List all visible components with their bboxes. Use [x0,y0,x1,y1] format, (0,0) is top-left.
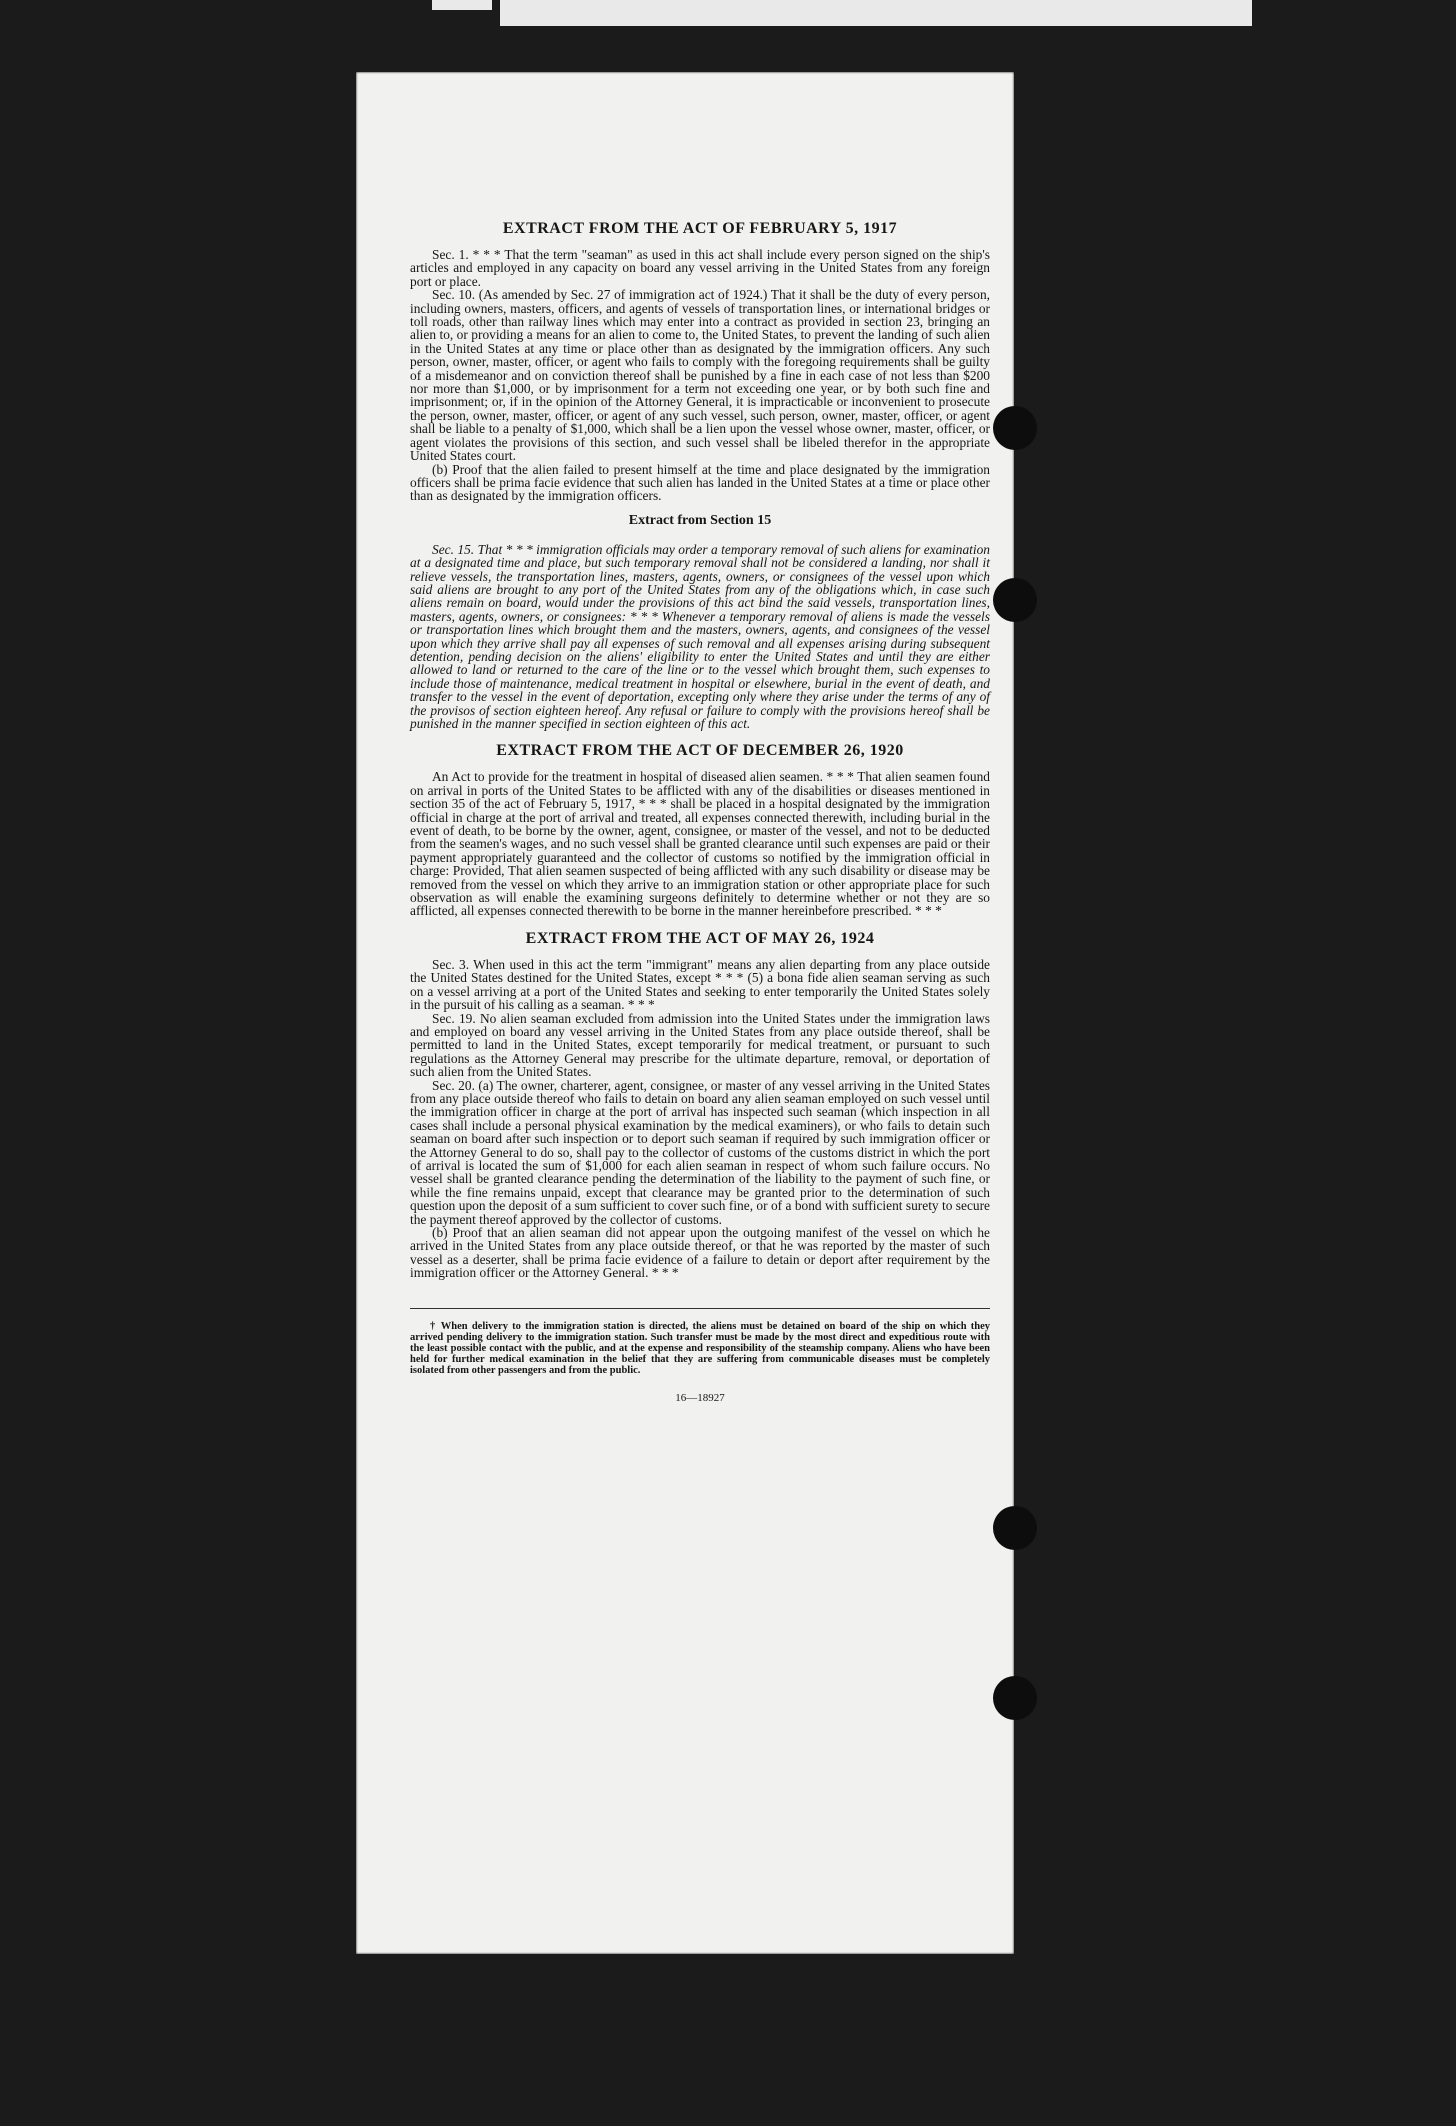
document-content [410,220,990,1404]
document-page [356,72,1014,1954]
paragraph-act-1920: An Act to provide for the treatment in hospital of diseased alien seamen. * * * That alien seamen found on arrival in ports of the United States to be afflicted with any of the disabilities or diseases mentioned in section 35 of the act of February 5, 1917, * * * shall be placed in a hospital designated by the immigration official in charge at the port of arrival and treated, all expenses connected therewith, including burial in the event of death, to be borne by the owner, agent, consignee, or master of the vessel, and not to be deducted from the seamen's wages, and no such vessel shall be granted clearance until such expenses are paid or their payment appropriately guaranteed and the collector of customs so notified by the immigration official in charge: Provided, That alien seamen suspected of being afflicted with any such disability or disease may be removed from the vessel on which they arrive to an immigration station or other appropriate place for such observation as will enable the examining surgeons definitely to determine whether or not they are so afflicted, all expenses connected therewith to be borne in the manner hereinbefore prescribed. * * * [410,769,990,919]
film-edge-right [500,0,1252,26]
punch-hole-3 [993,1506,1037,1550]
paragraph-sec-20-a: Sec. 20. (a) The owner, charterer, agent, consignee, or master of any vessel arriving in the United States from any place outside thereof who fails to detain on board any alien seaman employed on such vessel until the immigration officer in charge at the port of arrival has inspected such seaman (which inspection in all cases shall include a personal physical examination by the medical examiners), or who fails to detain such seaman on board after such inspection or to deport such seaman if required by such immigration officer or the Attorney General to do so, shall pay to the collector of customs of the customs district in which the port of arrival is located the sum of $1,000 for each alien seaman in respect of whom such failure occurs. No vessel shall be granted clearance pending the determination of the liability to the payment of such fine, or while the fine remains unpaid, except that clearance may be granted prior to the determination of such question upon the deposit of a sum sufficient to cover such fine, or of a bond with sufficient surety to secure the payment thereof approved by the collector of customs. [410,1077,990,1227]
paragraph-sec-3: Sec. 3. When used in this act the term "immigrant" means any alien departing from any place outside the United States destined for the United States, except * * * (5) a bona fide alien seaman serving as such on a vessel arriving at a port of the United States and seeking to enter temporarily the United States solely in the pursuit of his calling as a seaman. * * * [410,956,990,1013]
paragraph-sec-10-b: (b) Proof that the alien failed to present himself at the time and place designated by the immigration officers shall be prima facie evidence that such alien has landed in the United States at a time or place other than as designated by the immigration officers. [410,461,990,504]
heading-act-1924: EXTRACT FROM THE ACT OF MAY 26, 1924 [525,929,875,947]
heading-act-1917: EXTRACT FROM THE ACT OF FEBRUARY 5, 1917 [502,220,898,237]
paragraph-sec-20-b: (b) Proof that an alien seaman did not appear upon the outgoing manifest of the vessel on which he arrived in the United States from any place outside thereof, or that he was reported by the master of such vessel as a deserter, shall be prima facie evidence of a failure to detain or deport after requirement by the immigration officer or the Attorney General. * * * [410,1225,990,1281]
punch-hole-2 [993,578,1037,622]
punch-hole-1 [993,406,1037,450]
paragraph-sec-1: Sec. 1. * * * That the term "seaman" as used in this act shall include every person signed on the ship's articles and employed in any capacity on board any vessel arriving in the United States from any foreign port or place. [410,247,990,289]
paragraph-sec-19: Sec. 19. No alien seaman excluded from admission into the United States under the immigration laws and employed on board any vessel arriving in the United States from any place outside thereof, shall be permitted to land in the United States, except temporarily for medical treatment, or pursuant to such regulations as the Attorney General may prescribe for the ultimate departure, removal, or deportation of such alien from the United States. [410,1010,990,1080]
paragraph-sec-10: Sec. 10. (As amended by Sec. 27 of immigration act of 1924.) That it shall be the duty of every person, including owners, masters, officers, and agents of vessels of transportation lines, or international bridges or toll roads, other than railway lines which may enter into a contract as provided in section 23, bringing an alien to, or providing a means for an alien to come to, the United States, to prevent the landing of such alien in the United States at any time or place other than as designated by the immigration officers. Any such person, owner, master, officer, or agent who fails to comply with the foregoing requirements shall be guilty of a misdemeanor and on conviction thereof shall be punished by a fine in each case of not less than $200 nor more than $1,000, or by imprisonment for a term not exceeding one year, or by both such fine and imprisonment; or, if in the opinion of the Attorney General, it is impracticable or inconvenient to prosecute the person, owner, master, officer, or agent of any such vessel, such person, owner, master, officer, or agent shall be liable to a penalty of $1,000, which shall be a lien upon the vessel whose owner, master, officer, or agent violates the provisions of this section, and such vessel shall be libeled therefor in the appropriate United States court. [410,287,990,464]
page-number: 16—18927 [675,1391,725,1404]
punch-hole-4 [993,1676,1037,1720]
film-edge-left [432,0,492,10]
heading-section-15: Extract from Section 15 [628,512,772,528]
heading-act-1920: EXTRACT FROM THE ACT OF DECEMBER 26, 1920 [496,742,904,760]
paragraph-sec-15: Sec. 15. That * * * immigration officials may order a temporary removal of such aliens for examination at a designated time and place, but such temporary removal shall not be considered a landing, nor shall it relieve vessels, the transportation lines, masters, agents, owners, or consignees of the vessel upon which said aliens are brought to any port of the United States from any of the obligations which, in case such aliens remain on board, would under the provisions of this act bind the said vessels, transportation lines, masters, agents, owners, or consignees: * * * Whenever a temporary removal of aliens is made the vessels or transportation lines which brought them and the masters, owners, agents, and consignees of the vessel upon which they arrive shall pay all expenses of such removal and all expenses arising during subsequent detention, pending decision on the aliens' eligibility to enter the United States and until they are either allowed to land or returned to the care of the line or to the vessel which brought them, such expenses to include those of maintenance, medical treatment in hospital or elsewhere, burial in the event of death, and transfer to the vessel in the event of deportation, excepting only where they arise under the terms of any of the provisos of section eighteen hereof. Any refusal or failure to comply with the provisions hereof shall be punished in the manner specified in section eighteen of this act. [410,541,990,731]
footnote: † When delivery to the immigration station is directed, the aliens must be detained on board of the ship on which they arrived pending delivery to the immigration station. Such transfer must be made by the most direct and expeditious route with the least possible contact with the public, and at the expense and responsibility of the steamship company. Aliens who have been held for further medical examination in the belief that they are suffering from communicable diseases must be completely isolated from other passengers and from the public. [410,1320,990,1376]
footnote-divider [410,1308,990,1309]
